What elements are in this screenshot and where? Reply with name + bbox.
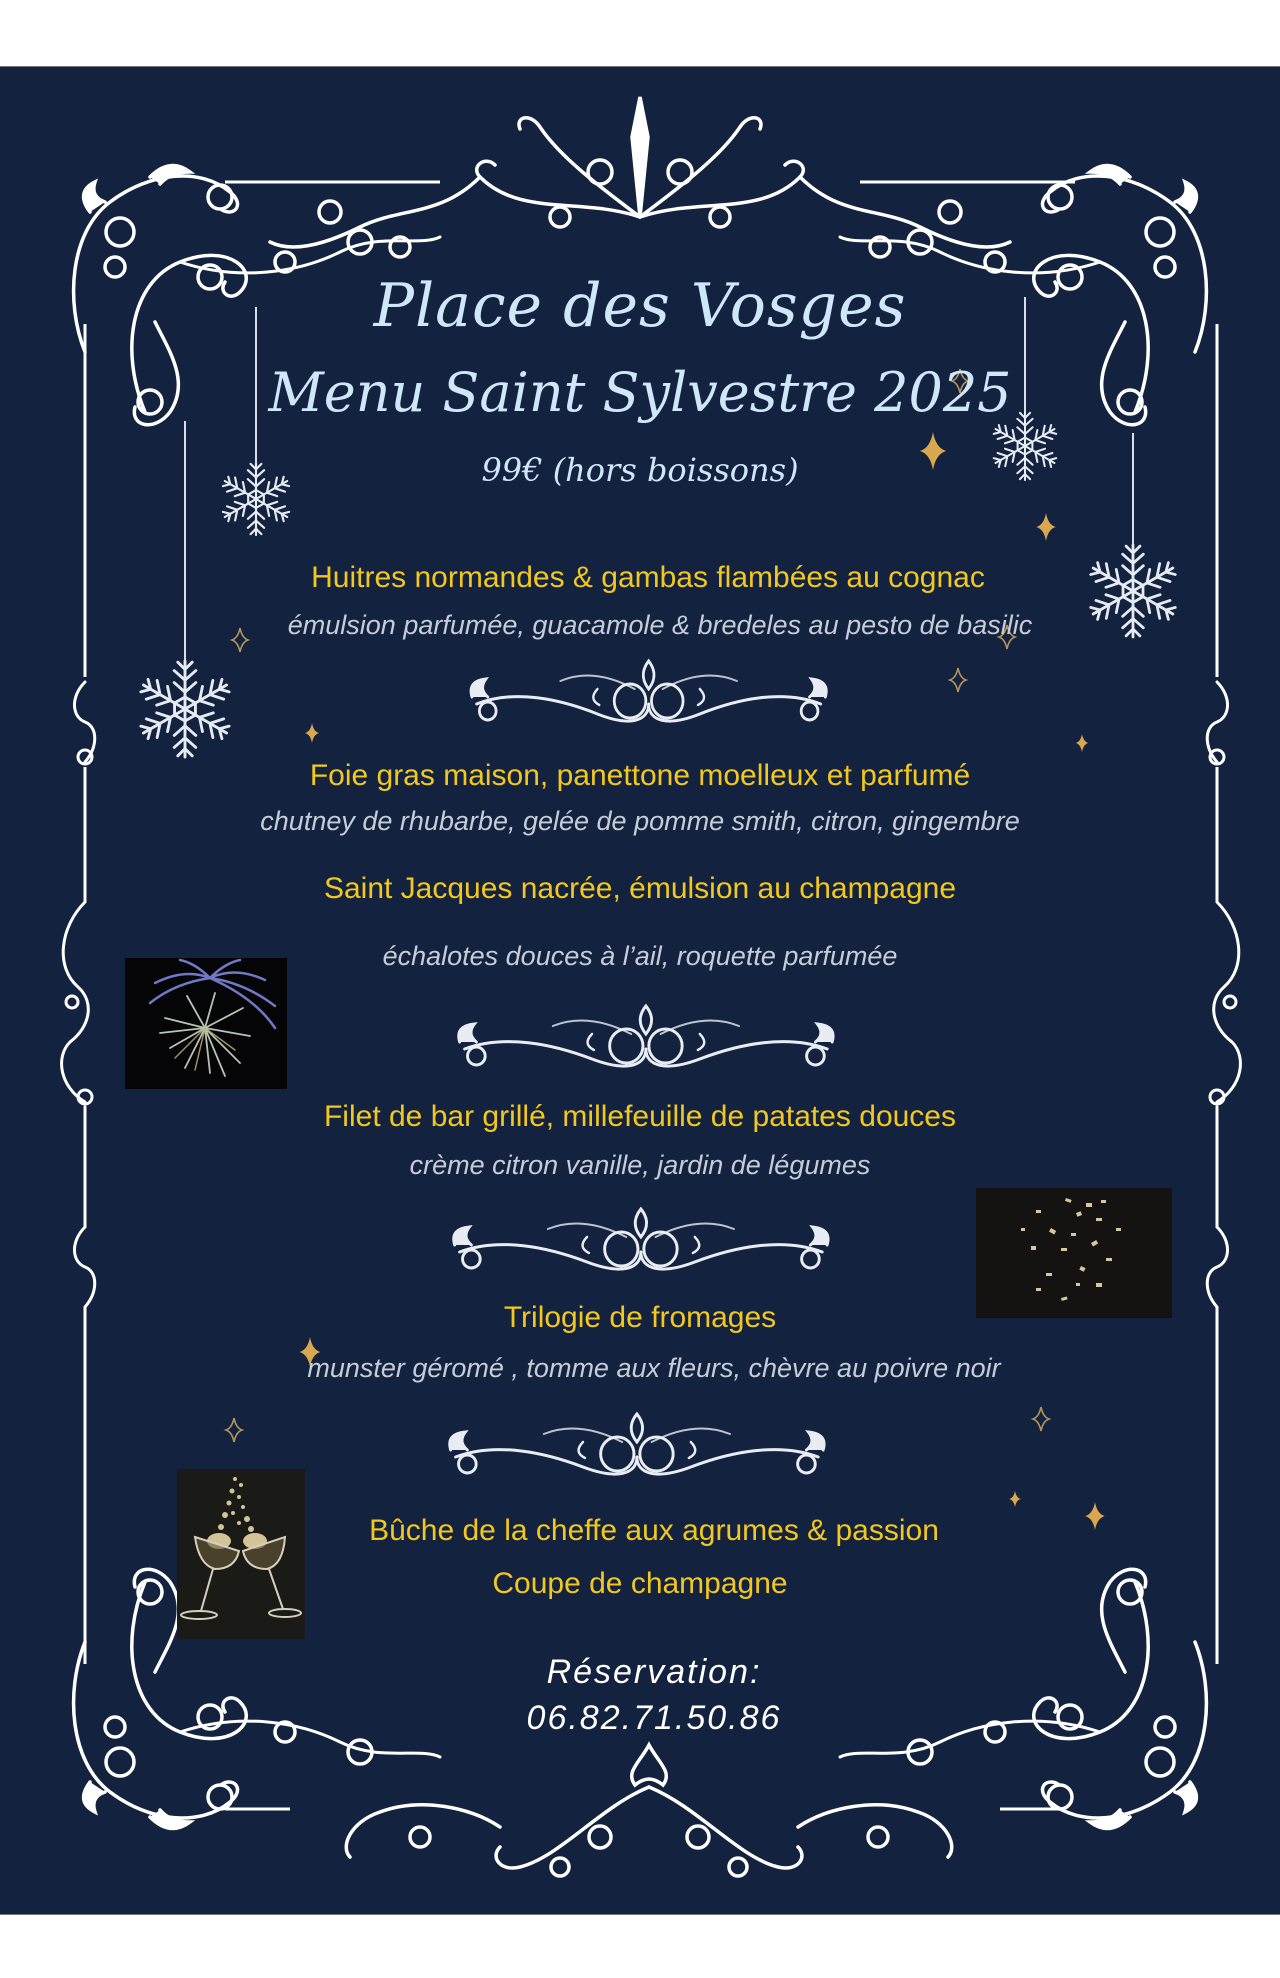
course-4-title: Filet de bar grillé, millefeuille de patates douces: [323, 1100, 956, 1133]
course-6-title: Bûche de la cheffe aux agrumes & passion: [369, 1514, 939, 1547]
gold-confetti-photo: [976, 1188, 1172, 1318]
course-1-description: émulsion parfumée, guacamole & bredeles au pesto de basilic: [287, 610, 1033, 640]
course-2-description: chutney de rhubarbe, gelée de pomme smith, citron, gingembre: [260, 806, 1020, 836]
fireworks-icon: [125, 958, 287, 1089]
course-6-champagne: Coupe de champagne: [492, 1567, 788, 1600]
restaurant-name: Place des Vosges: [373, 271, 907, 341]
course-3-title: Saint Jacques nacrée, émulsion au champagne: [323, 872, 957, 905]
reservation-phone[interactable]: 06.82.71.50.86: [526, 1699, 782, 1737]
champagne-toast-photo: [177, 1469, 305, 1639]
course-5-title: Trilogie de fromages: [503, 1301, 777, 1334]
course-4-description: crème citron vanille, jardin de légumes: [409, 1150, 871, 1180]
course-5-description: munster géromé , tomme aux fleurs, chèvre au poivre noir: [307, 1353, 1001, 1383]
confetti-icon: [976, 1188, 1172, 1318]
course-1-title: Huitres normandes & gambas flambées au cognac: [311, 561, 985, 594]
fireworks-photo: [125, 958, 287, 1089]
course-3-description: échalotes douces à l’ail, roquette parfumée: [382, 941, 898, 971]
champagne-glasses-icon: [177, 1469, 305, 1639]
menu-price: 99€ (hors boissons): [481, 451, 799, 489]
reservation-label: Réservation:: [546, 1653, 762, 1691]
menu-poster: [0, 66, 1280, 1915]
menu-title: Menu Saint Sylvestre 2025: [268, 361, 1012, 424]
course-2-title: Foie gras maison, panettone moelleux et parfumé: [309, 759, 971, 792]
